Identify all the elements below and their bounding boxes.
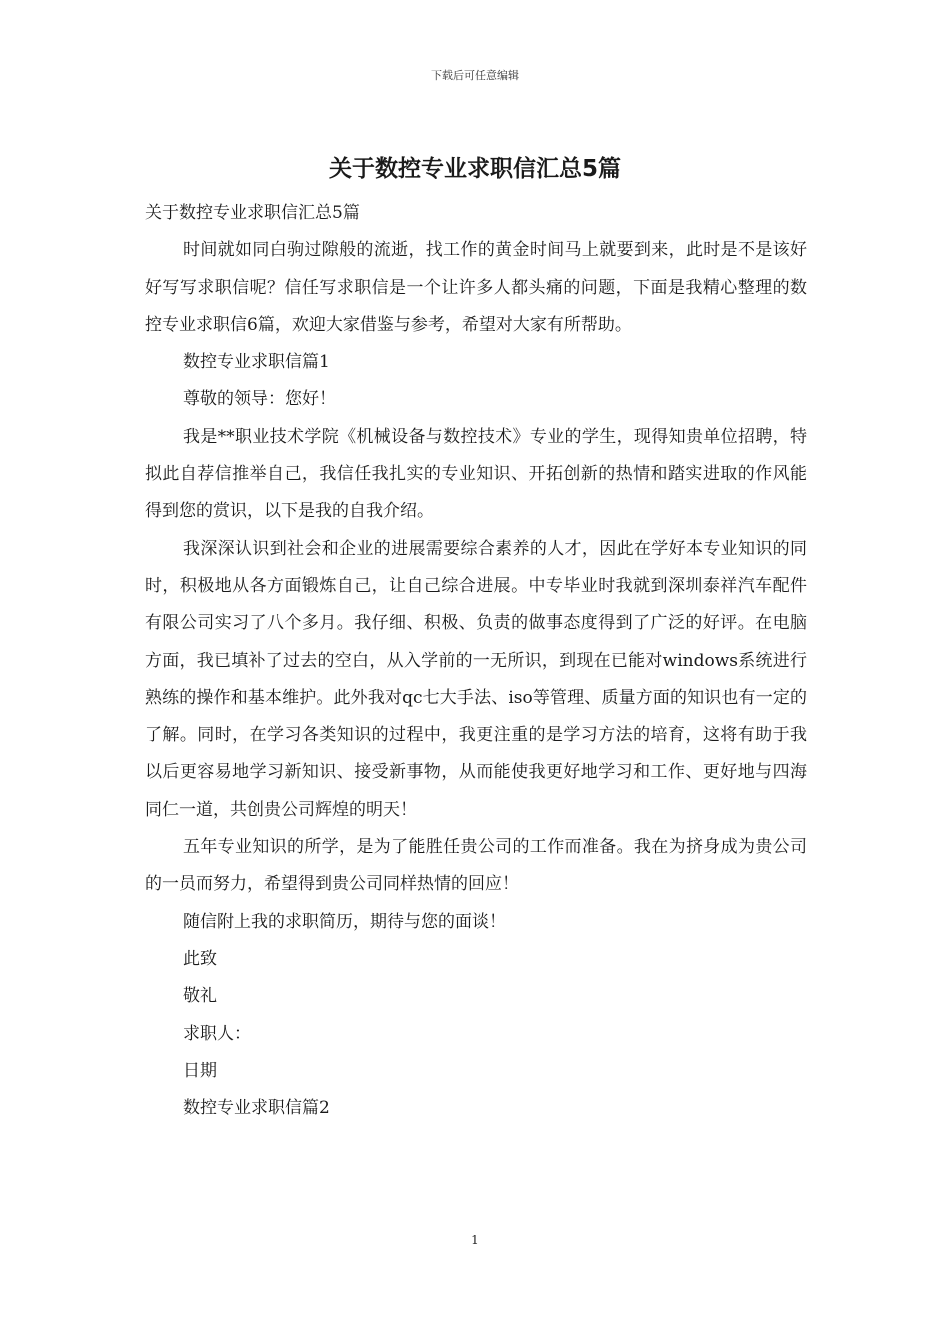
section-heading-1: 数控专业求职信篇1: [183, 352, 330, 373]
signature-line: 求职人：: [183, 1023, 251, 1044]
subtitle-paragraph: 关于数控专业求职信汇总5篇: [145, 203, 360, 223]
document-body: [145, 195, 807, 1127]
body-paragraph: 五年专业知识的所学，是为了能胜任贵公司的工作而准备。我在为挤身成为贵公司的一员而努力，希望得到贵公司同样热情的回应！: [145, 837, 807, 895]
salutation: 尊敬的领导：您好！: [183, 389, 336, 410]
date-line: 日期: [183, 1060, 217, 1081]
body-paragraph: 我是**职业技术学院《机械设备与数控技术》专业的学生，现得知贵单位招聘，特拟此自荐信推举自己，我信任我扎实的专业知识、开拓创新的热情和踏实进取的作风能得到您的赏识，以下是我的自我介绍。: [145, 426, 807, 522]
document-title: 关于数控专业求职信汇总5篇: [328, 156, 621, 182]
body-paragraph: 我深深认识到社会和企业的进展需要综合素养的人才，因此在学好本专业知识的同时，积极地从各方面锻炼自己，让自己综合进展。中专毕业时我就到深圳泰祥汽车配件有限公司实习了八个多月。我仔细、积极、负责的做事态度得到了广泛的好评。在电脑方面，我已填补了过去的空白，从入学前的一无所识，到现在已能对windows系统进行熟练的操作和基本维护。此外我对qc七大手法、iso等管理、质量方面的知识也有一定的了解。同时，在学习各类知识的过程中，我更注重的是学习方法的培育，这将有助于我以后更容易地学习新知识、接受新事物，从而能使我更好地学习和工作、更好地与四海同仁一道，共创贵公司辉煌的明天！: [145, 538, 807, 820]
header-note: 下载后可任意编辑: [431, 69, 519, 82]
body-paragraph: 随信附上我的求职简历，期待与您的面谈！: [183, 911, 506, 932]
closing-line: 此致: [183, 948, 217, 969]
page-number: 1: [471, 1233, 479, 1247]
closing-line: 敬礼: [183, 986, 217, 1007]
section-heading-2: 数控专业求职信篇2: [183, 1098, 330, 1119]
intro-paragraph: 时间就如同白驹过隙般的流逝，找工作的黄金时间马上就要到来，此时是不是该好好写写求职信呢？信任写求职信是一个让许多人都头痛的问题，下面是我精心整理的数控专业求职信6篇，欢迎大家借鉴与参考，希望对大家有所帮助。: [145, 240, 807, 335]
